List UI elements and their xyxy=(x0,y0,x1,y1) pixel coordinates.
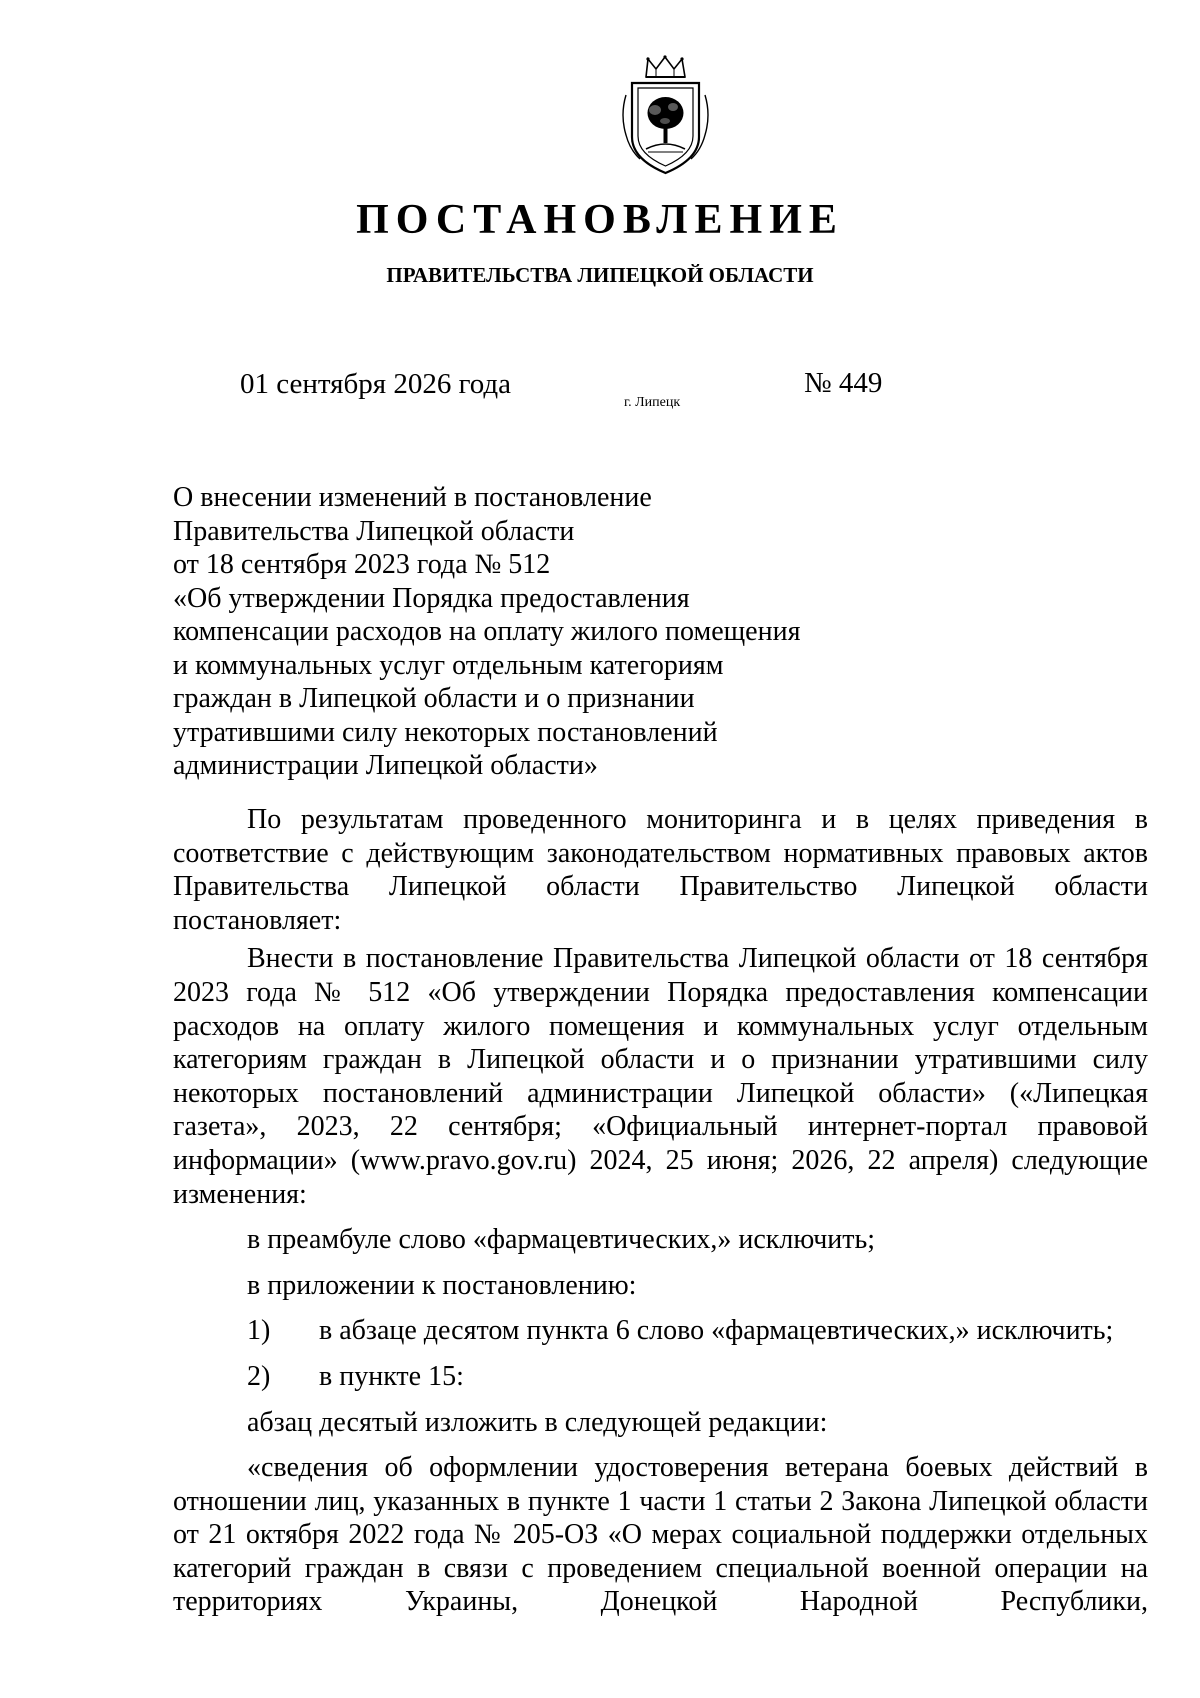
paragraph-new-wording: «сведения об оформлении удостоверения ветерана боевых действий в отношении лиц, указанных в пункте 1 части 1 статьи 2 Закона Липецкой области от 21 октября 2022 года № 205-ОЗ «О мерах социальной поддержки отдельных категорий граждан в связи с проведением специальной военной операции на территориях Украины, Донецкой Народной Республики, xyxy=(173,1452,1148,1618)
subject-line: утратившими силу некоторых постановлений xyxy=(173,716,718,748)
document-subtitle: ПРАВИТЕЛЬСТВА ЛИПЕЦКОЙ ОБЛАСТИ xyxy=(386,263,814,287)
document-subject xyxy=(173,481,873,783)
subject-line: компенсации расходов на оплату жилого помещения xyxy=(173,616,801,647)
document-title: ПОСТАНОВЛЕНИЕ xyxy=(356,197,844,243)
subject-line: Правительства Липецкой области xyxy=(173,515,575,547)
document-date: 01 сентября 2026 года xyxy=(240,368,512,400)
subject-line: и коммунальных услуг отдельным категориям xyxy=(173,649,724,681)
paragraph-amendment: Внести в постановление Правительства Липецкой области от 18 сентября 2023 года № 512 «Об утверждении Порядка предоставления компенсации расходов на оплату жилого помещения и коммунальных услуг отдельным категориям граждан в Липецкой области и о признании утратившими силу некоторых постановлений администрации Липецкой области» («Липецкая газета», 2023, 22 сентября; «Официальный интернет-портал правовой информации» (www.pravo.gov.ru) 2024, 25 июня; 2026, 22 апреля) следующие изменения: xyxy=(173,943,1148,1210)
document-city: г. Липецк xyxy=(624,395,681,410)
list-item xyxy=(173,1360,1148,1394)
line-abzac: абзац десятый изложить в следующей редакции: xyxy=(247,1406,828,1438)
document-body xyxy=(173,803,1148,1619)
subject-line: граждан в Липецкой области и о признании xyxy=(173,683,695,714)
document-number: № 449 xyxy=(804,367,883,399)
paragraph-preamble: По результатам проведенного мониторинга и в целях приведения в соответствие с действующим законодательством нормативных правовых актов Правительства Липецкой области Правительство Липецкой области постановляет: xyxy=(173,804,1148,936)
list-item-number: 2) xyxy=(247,1360,271,1392)
line-preamble-change: в преамбуле слово «фармацевтических,» исключить; xyxy=(247,1224,876,1256)
list-item-text: в пункте 15: xyxy=(319,1360,464,1392)
list-item-text: в абзаце десятом пункта 6 слово «фармацевтических,» исключить; xyxy=(319,1315,1114,1347)
subject-line: «Об утверждении Порядка предоставления xyxy=(173,582,690,614)
list-item-number: 1) xyxy=(247,1315,271,1347)
list-item xyxy=(173,1314,1148,1348)
lipetsk-coat-of-arms-icon xyxy=(618,55,713,180)
line-appendix: в приложении к постановлению: xyxy=(247,1269,637,1301)
subject-line: О внесении изменений в постановление xyxy=(173,482,652,513)
subject-line: от 18 сентября 2023 года № 512 xyxy=(173,549,551,580)
subject-line: администрации Липецкой области» xyxy=(173,750,598,781)
